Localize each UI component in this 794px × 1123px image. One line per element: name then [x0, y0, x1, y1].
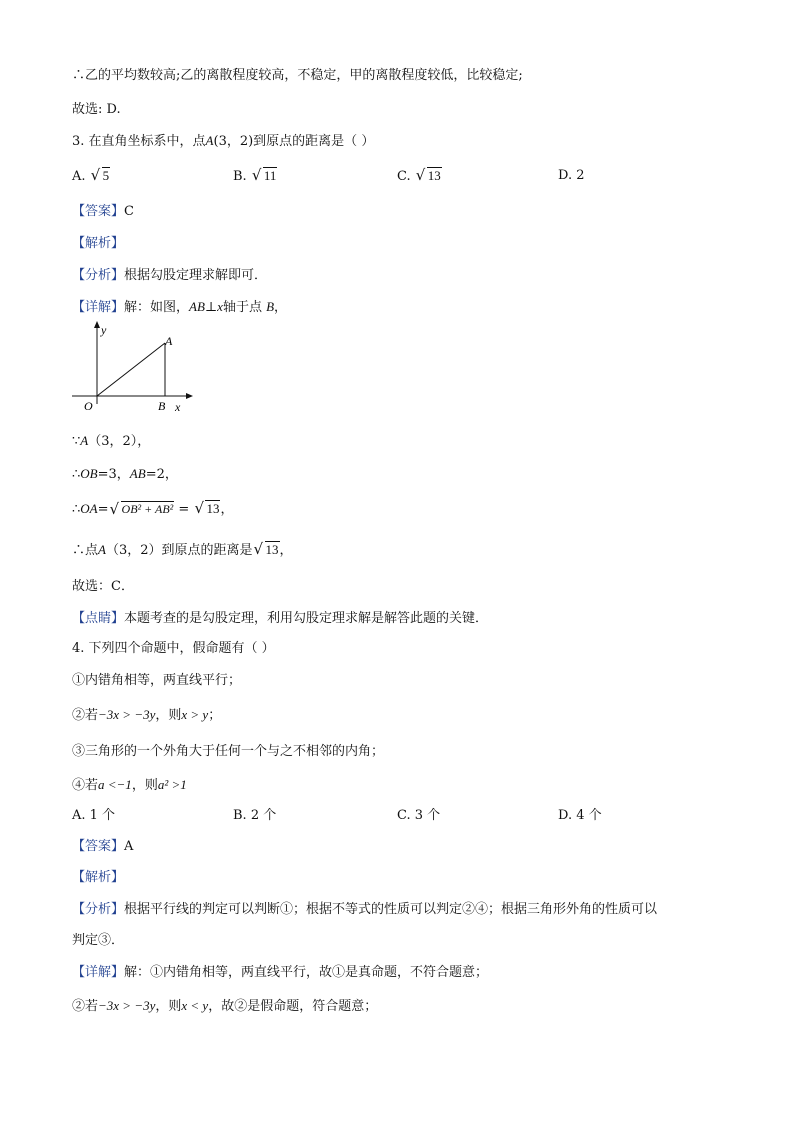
q4-detail: 【详解】解：①内错角相等，两直线平行，故①是真命题，不符合题意； — [72, 965, 489, 980]
origin-label: O — [84, 399, 93, 413]
sqrt-symbol: √ 5 — [90, 166, 110, 184]
x-axis-label: x — [175, 400, 181, 414]
q3-option-c: C. √ 13 — [397, 166, 441, 184]
q3-answer: 【答案】C — [72, 204, 134, 219]
q4-proposition-1: ①内错角相等，两直线平行； — [72, 673, 242, 688]
q4-analysis: 【分析】根据平行线的判定可以判断①；根据不等式的性质可以判定②④；根据三角形外角的性质可以 — [72, 902, 658, 917]
sqrt-symbol: √ 13 — [194, 499, 220, 517]
q4-proposition-3: ③三角形的一个外角大于任何一个与之不相邻的内角； — [72, 744, 385, 759]
text-line: ∴乙的平均数较高;乙的离散程度较高，不稳定，甲的离散程度较低，比较稳定; — [72, 68, 523, 83]
q4-proposition-4: ④若a <−1，则a² >1 — [72, 777, 187, 793]
question-4-stem: 4. 下列四个命题中，假命题有（ ） — [72, 641, 275, 656]
q4-proposition-2: ②若−3x > −3y，则x > y； — [72, 707, 222, 723]
q4-answer: 【答案】A — [72, 839, 134, 854]
point-b-label: B — [158, 399, 166, 413]
sqrt-symbol: √ 11 — [251, 166, 277, 184]
q3-option-a: A. √ 5 — [72, 166, 110, 184]
q3-choose: 故选：C． — [72, 579, 134, 594]
q3-analysis: 【分析】根据勾股定理求解即可． — [72, 268, 268, 283]
q4-detail-2: ②若−3x > −3y，则x < y，故②是假命题，符合题意； — [72, 998, 378, 1014]
q3-because: ∵A（3，2）， — [72, 433, 151, 449]
q3-note: 【点睛】本题考查的是勾股定理，利用勾股定理求解是解答此题的关键． — [72, 611, 489, 626]
segment-oa — [97, 343, 165, 396]
question-3-stem: 3. 在直角坐标系中，点A(3，2)到原点的距离是（ ） — [72, 133, 375, 149]
q3-jiexi-tag: 【解析】 — [72, 236, 125, 251]
coordinate-figure — [72, 318, 202, 418]
sqrt-symbol: √ 13 — [253, 540, 279, 558]
q3-therefore-3: ∴点A（3，2）到原点的距离是 √ 13， — [72, 540, 293, 558]
point-a-label: A — [165, 334, 173, 348]
y-axis-arrow-icon — [94, 321, 100, 328]
q4-analysis-cont: 判定③． — [72, 933, 125, 948]
q3-therefore-2: ∴OA= √ OB² + AB² = √ 13， — [72, 499, 234, 518]
q3-therefore-1: ∴OB=3，AB=2， — [72, 466, 178, 482]
x-axis-arrow-icon — [186, 393, 193, 399]
q3-detail: 【详解】解：如图，AB⊥x轴于点 B， — [72, 299, 288, 315]
q4-option-d: D. 4 个 — [558, 808, 602, 823]
sqrt-symbol: √ 13 — [415, 166, 441, 184]
q4-option-a: A. 1 个 — [72, 808, 116, 823]
q4-option-b: B. 2 个 — [233, 808, 277, 823]
sqrt-symbol: √ OB² + AB² — [109, 500, 174, 518]
text-line: 故选: D. — [72, 102, 121, 117]
q3-option-b: B. √ 11 — [233, 166, 277, 184]
y-axis-label: y — [101, 323, 107, 337]
q4-jiexi-tag: 【解析】 — [72, 870, 125, 885]
q4-option-c: C. 3 个 — [397, 808, 441, 823]
q3-option-d: D. 2 — [558, 168, 585, 183]
